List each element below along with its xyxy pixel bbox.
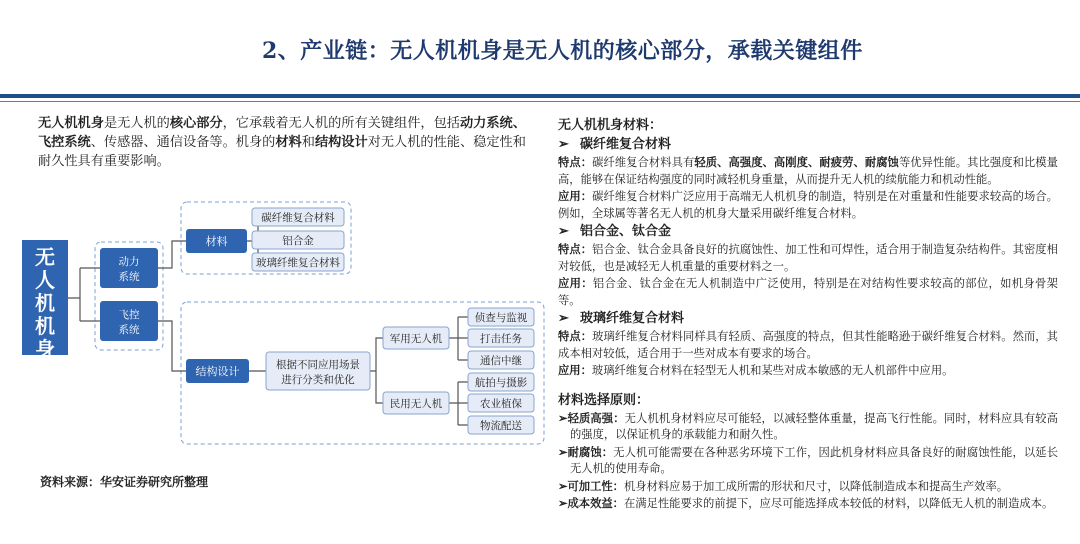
material-item-label: 碳纤维复合材料 (261, 212, 335, 224)
military-use-item-label: 打击任务 (480, 333, 522, 345)
material-title-alloy (558, 223, 1058, 241)
materials-label: 材料 (205, 235, 228, 248)
flight-control-label: 飞控系统 (118, 309, 140, 336)
page-title: 2、产业链：无人机机身是无人机的核心部分，承载关键组件 (262, 38, 863, 64)
label-text: 特点： (558, 329, 593, 343)
intro-text: 材料 (275, 135, 302, 150)
material-title-text: 铝合金、钛合金 (580, 224, 672, 239)
root-node-label: 无人机机身 (35, 245, 55, 361)
civil-label: 民用无人机 (389, 398, 443, 410)
principle-item (558, 410, 1058, 444)
intro-text: 核心部分 (169, 116, 223, 131)
source-note: 资料来源：华安证券研究所整理 (40, 475, 209, 489)
classify-label-line1: 根据不同应用场景 (276, 359, 360, 371)
body-text: 铝合金、钛合金在无人机制造中广泛使用，特别是在对结构性要求较高的部位，如机身骨架等。 (558, 277, 1058, 307)
alloy-features (558, 241, 1058, 275)
intro-text: 、传感器、通信设备等。机身的 (90, 135, 276, 150)
civil-use-item-label: 物流配送 (480, 420, 522, 432)
body-text: 碳纤维复合材料具有 (592, 156, 695, 169)
intro-paragraph (38, 114, 538, 171)
civil-use-item-label: 农业植保 (480, 398, 522, 410)
bold-text: 轻质、高强度、高刚度、耐疲劳、耐腐蚀 (694, 155, 899, 169)
principle-item (558, 495, 1058, 513)
military-use-item-label: 侦查与监视 (474, 312, 528, 324)
intro-text: ，它承载着无人机的所有关键组件，包括 (222, 116, 460, 131)
material-title-text: 玻璃纤维复合材料 (580, 311, 685, 326)
material-item-label: 玻璃纤维复合材料 (256, 257, 340, 269)
header-rule-thin (0, 101, 1080, 102)
body-text: 机身材料应易于加工成所需的形状和尺寸，以降低制造成本和提高生产效率。 (623, 479, 1009, 493)
power-system-label: 动力系统 (118, 256, 140, 283)
body-text: 玻璃纤维复合材料同样具有轻质、高强度的特点，但其性能略逊于碳纤维复合材料。然而，其成本相对较低，适合用于一些对成本有要求的场合。 (558, 330, 1058, 360)
body-text: 玻璃纤维复合材料在轻型无人机和某些对成本敏感的无人机部件中应用。 (591, 364, 954, 377)
material-title-glass (558, 310, 1058, 328)
structure-label: 结构设计 (195, 365, 240, 378)
body-text: 在满足性能要求的前提下，应尽可能选择成本较低的材料，以降低无人机的制造成本。 (623, 497, 1054, 510)
label-text: 轻质高强： (567, 410, 625, 425)
intro-text: 无人机机身 (38, 116, 104, 131)
intro-text: 结构设计 (314, 135, 368, 150)
bullet-icon: ➢ (558, 496, 568, 510)
label-text: 成本效益： (567, 496, 624, 510)
principle-item (558, 478, 1058, 496)
body-text: 无人机机身材料应尽可能轻，以减轻整体重量，提高飞行性能。同时，材料应具有较高的强度，以保证机身的承载能力和耐久性。 (570, 411, 1058, 441)
label-text: 应用： (558, 276, 593, 290)
intro-text: 和 (301, 135, 315, 150)
arrow-icon: ➢ (558, 311, 569, 326)
label-text: 应用： (558, 189, 593, 203)
label-text: 耐腐蚀： (567, 444, 614, 459)
military-use-item-label: 通信中继 (480, 355, 522, 367)
arrow-icon: ➢ (558, 137, 569, 152)
label-text: 特点： (558, 155, 593, 169)
classify-label-line2: 进行分类和优化 (281, 374, 355, 386)
body-text: 等优异性能。其比强度和比模量高，能够在保证结构强度的同时减轻机身重量，从而提升无人机的续航能力和机动性能。 (558, 156, 1058, 186)
glass-features (558, 328, 1058, 362)
alloy-application (558, 275, 1058, 309)
arrow-icon: ➢ (558, 224, 569, 239)
material-title-text: 碳纤维复合材料 (580, 137, 672, 152)
materials-column (558, 117, 1058, 513)
intro-text: 动力系统、飞控系统 (38, 116, 526, 150)
body-text: 无人机可能需要在各种恶劣环境下工作，因此机身材料应具备良好的耐腐蚀性能，以延长无人机的使用寿命。 (570, 445, 1058, 475)
label-text: 应用： (558, 363, 592, 377)
spacer (558, 380, 1058, 392)
bullet-icon: ➢ (558, 410, 568, 425)
label-text: 特点： (558, 242, 593, 256)
bullet-icon: ➢ (558, 478, 568, 493)
bullet-icon: ➢ (558, 444, 568, 459)
material-item-label: 铝合金 (282, 235, 314, 247)
materials-heading: 无人机机身材料： (558, 118, 663, 133)
carbon-application (558, 188, 1058, 222)
intro-text: 对无人机的性能、稳定性和耐久性具有重要影响。 (38, 135, 526, 169)
principle-item (558, 444, 1058, 478)
glass-application (558, 362, 1058, 380)
label-text: 可加工性： (567, 478, 624, 493)
structure-diagram (0, 180, 550, 460)
civil-use-item-label: 航拍与摄影 (474, 377, 528, 389)
military-label: 军用无人机 (389, 333, 443, 345)
body-text: 碳纤维复合材料广泛应用于高端无人机机身的制造，特别是在对重量和性能要求较高的场合。例如，全球属等著名无人机的机身大量采用碳纤维复合材料。 (558, 190, 1058, 220)
material-title-carbon (558, 136, 1058, 154)
header-rule (0, 94, 1080, 98)
principles-heading: 材料选择原则： (558, 392, 650, 408)
body-text: 铝合金、钛合金具备良好的抗腐蚀性、加工性和可焊性，适合用于制造复杂结构件。其密度相对较低，也是减轻无人机重量的重要材料之一。 (558, 243, 1058, 273)
carbon-features (558, 154, 1058, 188)
intro-text: 是无人机的 (103, 116, 170, 131)
